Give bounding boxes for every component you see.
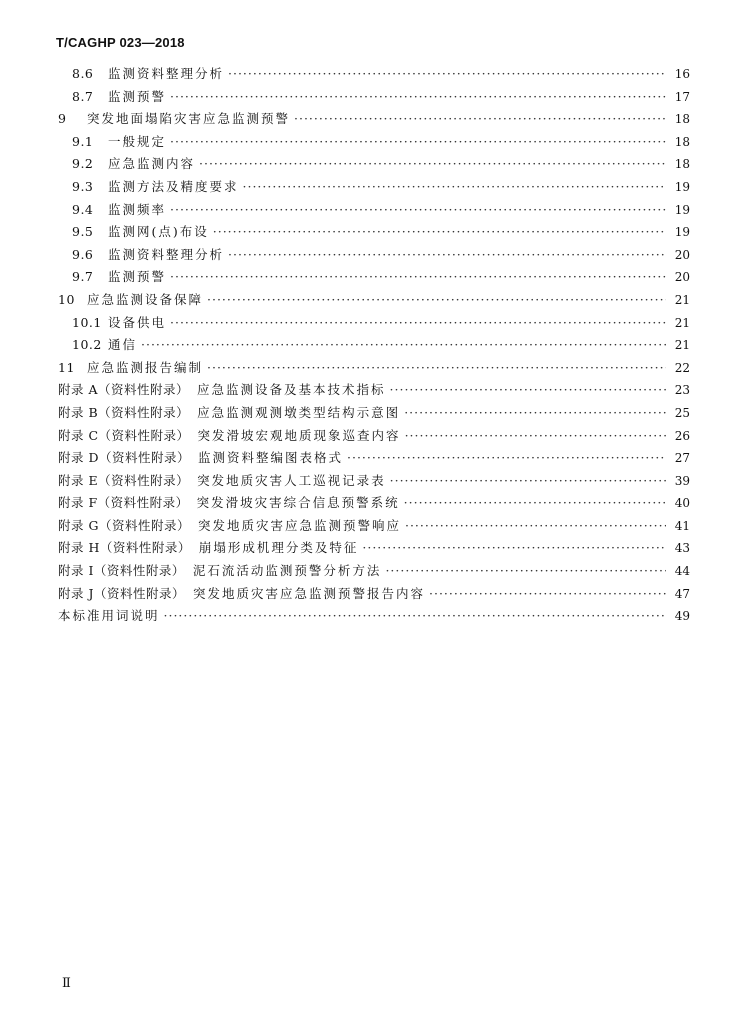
toc-page-number: 19	[674, 225, 690, 240]
toc-dot-leader	[405, 518, 666, 533]
toc-entry-number: 10.2	[72, 337, 102, 353]
toc-page-number: 49	[674, 609, 690, 624]
toc-page-number: 21	[674, 315, 690, 330]
toc-page-number: 47	[674, 586, 690, 601]
toc-entry-title: 泥石流活动监测预警分析方法	[192, 563, 382, 579]
toc-entry-number: 10	[58, 291, 75, 307]
toc-entry[interactable]	[58, 200, 690, 223]
toc-entry-title: 一般规定	[108, 133, 167, 149]
toc-dot-leader	[228, 247, 666, 262]
toc-page-number: 44	[674, 564, 690, 579]
toc-entry-title: 监测资料整理分析	[108, 66, 225, 81]
toc-dot-leader	[207, 360, 666, 375]
toc-entry-number: 9.2	[72, 156, 94, 172]
toc-dot-leader	[347, 450, 666, 465]
toc-entry-title: 应急监测内容	[108, 156, 196, 172]
toc-dot-leader	[405, 428, 666, 443]
toc-entry-title: 监测网(点)布设	[108, 224, 209, 240]
toc-entry[interactable]	[58, 132, 690, 155]
toc-dot-leader	[164, 608, 666, 623]
toc-entry-title: 应急监测设备及基本技术指标	[197, 382, 386, 398]
toc-entry-title: 应急监测报告编制	[87, 359, 204, 375]
toc-page-number: 20	[674, 247, 690, 262]
toc-entry-title: 设备供电	[108, 314, 167, 330]
toc-entry[interactable]	[58, 448, 690, 471]
toc-entry-title: 突发滑坡灾害综合信息预警系统	[196, 495, 400, 511]
toc-entry[interactable]	[58, 64, 690, 87]
toc-page-number: 18	[674, 112, 690, 127]
toc-page-number: 39	[674, 473, 690, 488]
toc-page-number: 17	[674, 89, 690, 104]
toc-entry-title: 突发地质灾害应急监测预警响应	[197, 517, 401, 533]
toc-entry[interactable]	[58, 584, 690, 607]
toc-page-number: 21	[674, 338, 690, 353]
toc-entry-number: 11	[58, 359, 75, 375]
toc-entry-number: 附录 B（资料性附录）	[58, 404, 190, 420]
toc-dot-leader	[170, 315, 666, 330]
toc-dot-leader	[207, 292, 666, 307]
toc-dot-leader	[170, 269, 666, 284]
toc-entry-title: 应急监测设备保障	[87, 291, 204, 307]
toc-dot-leader	[429, 586, 666, 601]
toc-entry-title: 突发滑坡宏观地质现象巡查内容	[197, 427, 401, 443]
toc-entry-title: 监测资料整理分析	[108, 246, 225, 262]
toc-page-number: 20	[674, 270, 690, 285]
page-number-footer: Ⅱ	[62, 976, 71, 991]
toc-entry[interactable]	[58, 516, 690, 539]
toc-dot-leader	[228, 66, 666, 81]
toc-entry-number: 附录 F（资料性附录）	[58, 495, 189, 511]
toc-dot-leader	[170, 134, 666, 149]
toc-entry[interactable]	[58, 267, 690, 290]
toc-page-number: 21	[674, 292, 690, 307]
toc-entry[interactable]	[58, 561, 690, 584]
toc-entry[interactable]	[58, 403, 690, 426]
toc-entry[interactable]	[58, 154, 690, 177]
toc-page-number: 22	[674, 360, 690, 375]
toc-dot-leader	[199, 156, 666, 171]
toc-entry[interactable]	[58, 177, 690, 200]
toc-entry-title: 监测资料整编图表格式	[198, 450, 344, 466]
toc-entry[interactable]	[58, 493, 690, 516]
toc-entry[interactable]	[58, 222, 690, 245]
toc-entry[interactable]	[58, 606, 690, 629]
toc-entry[interactable]	[58, 538, 690, 561]
toc-dot-leader	[170, 89, 666, 104]
toc-entry[interactable]	[58, 471, 690, 494]
toc-entry-number: 附录 A（资料性附录）	[58, 382, 190, 398]
toc-dot-leader	[390, 473, 666, 488]
toc-page-number: 19	[674, 179, 690, 194]
toc-dot-leader	[294, 111, 666, 126]
toc-entry[interactable]	[58, 87, 690, 110]
toc-dot-leader	[385, 563, 666, 578]
toc-entry-number: 附录 D（资料性附录）	[58, 450, 190, 466]
toc-entry-number: 附录 H（资料性附录）	[58, 540, 191, 556]
toc-page-number: 40	[674, 496, 690, 511]
toc-dot-leader	[362, 540, 666, 555]
toc-entry-number: 9.5	[72, 224, 94, 240]
toc-entry-title: 监测预警	[108, 269, 167, 285]
toc-entry-number: 附录 C（资料性附录）	[58, 427, 190, 443]
toc-entry-title: 突发地质灾害人工巡视记录表	[197, 472, 386, 488]
toc-entry-number: 9.7	[72, 269, 94, 285]
toc-entry-number: 附录 E（资料性附录）	[58, 472, 190, 488]
toc-dot-leader	[243, 179, 666, 194]
toc-page-number: 16	[674, 67, 690, 81]
toc-page-number: 27	[674, 451, 690, 466]
document-code-header: T/CAGHP 023—2018	[56, 35, 185, 50]
toc-page-number: 18	[674, 134, 690, 149]
toc-entry[interactable]	[58, 380, 690, 403]
toc-entry[interactable]	[58, 358, 690, 381]
toc-entry-number: 附录 J（资料性附录）	[58, 585, 185, 601]
toc-entry[interactable]	[58, 426, 690, 449]
toc-dot-leader	[404, 495, 666, 510]
toc-entry-title: 本标准用词说明	[58, 608, 160, 624]
toc-entry[interactable]	[58, 245, 690, 268]
toc-entry-number: 9.6	[72, 246, 94, 262]
toc-entry-number: 8.7	[72, 88, 94, 104]
toc-entry-title: 监测方法及精度要求	[108, 178, 239, 194]
toc-entry[interactable]	[58, 290, 690, 313]
toc-entry-number: 9.4	[72, 201, 94, 217]
toc-entry-title: 突发地质灾害应急监测预警报告内容	[193, 585, 426, 601]
toc-entry-number: 附录 G（资料性附录）	[58, 517, 190, 533]
toc-page-number: 25	[674, 405, 690, 420]
toc-entry[interactable]	[58, 109, 690, 132]
toc-dot-leader	[141, 337, 666, 352]
toc-entry[interactable]	[58, 313, 690, 336]
toc-entry-number: 附录 I（资料性附录）	[58, 563, 185, 579]
toc-page-number: 19	[674, 202, 690, 217]
toc-entry-title: 监测频率	[108, 201, 167, 217]
toc-page-number: 23	[674, 383, 690, 398]
toc-entry-title: 突发地面塌陷灾害应急监测预警	[87, 111, 291, 127]
toc-page-number: 18	[674, 157, 690, 172]
toc-page-number: 43	[674, 541, 690, 556]
toc-entry-number: 9.1	[72, 133, 94, 149]
toc-entry-number: 10.1	[72, 314, 102, 330]
table-of-contents	[58, 64, 690, 629]
toc-dot-leader	[213, 224, 666, 239]
toc-entry-title: 崩塌形成机理分类及特征	[198, 540, 359, 556]
toc-dot-leader	[390, 382, 666, 397]
toc-entry-number: 9	[58, 111, 67, 127]
toc-page-number: 41	[674, 518, 690, 533]
toc-dot-leader	[170, 202, 666, 217]
toc-entry-title: 监测预警	[108, 88, 167, 104]
toc-entry-title: 通信	[108, 337, 138, 353]
toc-entry-number: 8.6	[72, 66, 94, 81]
toc-dot-leader	[404, 405, 666, 420]
toc-entry-title: 应急监测观测墩类型结构示意图	[197, 404, 401, 420]
toc-entry[interactable]	[58, 335, 690, 358]
toc-entry-number: 9.3	[72, 178, 94, 194]
toc-page-number: 26	[674, 428, 690, 443]
